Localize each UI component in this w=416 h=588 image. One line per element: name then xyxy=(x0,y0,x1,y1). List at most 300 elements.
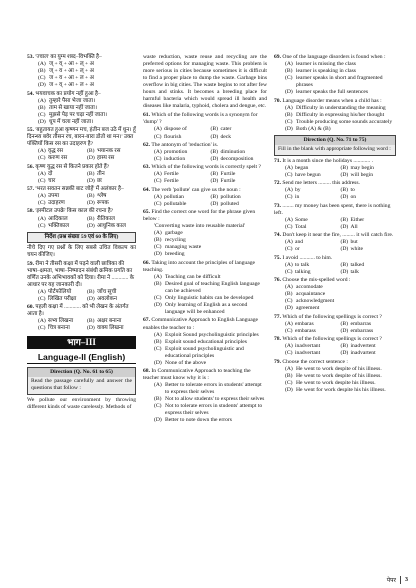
option-text: pollutable xyxy=(164,200,187,207)
option-text: recycling xyxy=(165,237,186,244)
answer-option[interactable] xyxy=(154,178,211,185)
option-letter: (B) xyxy=(285,291,293,298)
option-text: सभ्य लिखना xyxy=(48,318,74,325)
question-text: Which of the following words is correctly spelt ? xyxy=(151,164,261,171)
answer-option[interactable] xyxy=(38,155,87,162)
answer-options-grid xyxy=(274,239,396,253)
answer-option[interactable] xyxy=(341,224,397,231)
answer-option[interactable] xyxy=(285,165,341,172)
answer-option[interactable] xyxy=(87,171,136,178)
option-text: तीन xyxy=(97,170,105,177)
answer-options-grid xyxy=(274,343,396,357)
option-letter: (B) xyxy=(87,170,95,177)
answer-option[interactable] xyxy=(38,223,87,230)
option-letter: (D) xyxy=(154,251,162,258)
option-letter: (D) xyxy=(285,386,293,393)
answer-option[interactable] xyxy=(285,172,341,179)
answer-option[interactable] xyxy=(143,339,267,346)
question-70 xyxy=(274,98,396,133)
answer-options-grid xyxy=(27,193,136,207)
option-letter: (D) xyxy=(87,155,95,162)
answer-option[interactable] xyxy=(285,194,341,201)
answer-options-grid xyxy=(274,321,396,335)
option-text: and xyxy=(295,239,304,246)
answer-option[interactable] xyxy=(38,289,87,296)
option-letter: (A) xyxy=(285,216,293,223)
answer-option[interactable] xyxy=(154,156,211,163)
answer-option[interactable] xyxy=(341,321,397,328)
option-text: Not to allow students' to express their selves xyxy=(165,396,265,403)
answer-option[interactable] xyxy=(274,112,396,119)
option-letter: (C) xyxy=(285,350,293,357)
question-text: भयवाचक का प्रयोग नहीं हुआ है– xyxy=(35,90,101,97)
answer-option[interactable] xyxy=(143,274,267,281)
option-letter: (A) xyxy=(285,164,293,171)
option-text: cater xyxy=(220,126,232,133)
answer-option[interactable] xyxy=(38,325,87,332)
question-text: Taking into account the principles of language teaching. xyxy=(143,259,255,273)
question-text: The antonym of 'reduction' is. xyxy=(151,141,219,148)
option-letter: (D) xyxy=(210,133,219,140)
answer-option[interactable] xyxy=(154,134,211,141)
option-text: Only learning of English as a second language will be enhanced xyxy=(165,302,248,316)
question-66 xyxy=(143,260,267,316)
option-text: श्लेष xyxy=(97,193,107,200)
option-letter: (C) xyxy=(38,325,46,332)
answer-option[interactable] xyxy=(285,350,341,357)
answer-options-grid xyxy=(27,216,136,230)
answer-option[interactable] xyxy=(274,380,396,387)
option-letter: (A) xyxy=(154,193,162,200)
answer-options-grid xyxy=(143,126,267,140)
answer-option[interactable] xyxy=(154,126,211,133)
question-74 xyxy=(274,232,396,253)
answer-option[interactable] xyxy=(341,165,397,172)
option-letter: (A) xyxy=(285,239,293,246)
answer-option[interactable] xyxy=(87,216,136,223)
option-letter: (C) xyxy=(38,75,46,82)
answer-option[interactable] xyxy=(274,75,396,89)
option-text: polluted xyxy=(220,200,239,207)
question-text: Choose the mis-spelled word : xyxy=(282,277,351,284)
option-text: वाक्य लिखना xyxy=(97,325,124,332)
question-number: 54. xyxy=(27,90,34,97)
option-text: छः xyxy=(97,177,103,184)
option-text: embarass xyxy=(295,327,316,334)
question-text: Which of the following words is a synonym for 'dump' ? xyxy=(143,112,258,126)
option-letter: (A) xyxy=(38,61,46,68)
question-text: ........ my money has been spent, there is nothing left. xyxy=(274,202,391,216)
option-text: acknowledgment xyxy=(296,298,335,305)
option-text: ज + व + आ + ल + अ xyxy=(49,75,94,82)
option-text: on xyxy=(350,194,357,201)
option-text: Trouble producing some sounds accurately xyxy=(296,118,393,125)
option-text: garbage xyxy=(165,230,183,237)
answer-option[interactable] xyxy=(38,171,87,178)
option-text: breeding xyxy=(165,251,185,258)
option-letter: (C) xyxy=(154,155,162,162)
answer-option[interactable] xyxy=(274,373,396,380)
option-letter: (B) xyxy=(154,396,162,403)
option-text: उपमा xyxy=(48,193,60,200)
option-text: आधुनिक काल xyxy=(97,222,126,229)
option-letter: (C) xyxy=(154,178,162,185)
option-letter: (A) xyxy=(154,273,162,280)
option-text: धूप में चला नहीं जाता। xyxy=(49,118,94,125)
answer-option[interactable] xyxy=(154,201,211,208)
option-text: दो xyxy=(48,170,53,177)
option-letter: (B) xyxy=(340,164,348,171)
answer-option[interactable] xyxy=(211,194,268,201)
option-letter: (C) xyxy=(38,200,46,207)
option-letter: (A) xyxy=(154,382,162,389)
question-stem xyxy=(274,98,396,105)
question-text: 'ज्वाल' का युग्म शब्द–विभक्ति है– xyxy=(35,54,102,60)
question-text: Send me letters ......... this address. xyxy=(282,180,360,187)
option-letter: (C) xyxy=(285,268,293,275)
answer-option[interactable] xyxy=(143,403,267,417)
answer-option[interactable] xyxy=(87,325,136,332)
question-text: Don't keep it near the fire, ......... it will catch fire. xyxy=(282,232,394,239)
option-text: रूपक xyxy=(97,200,109,207)
option-letter: (C) xyxy=(154,200,162,207)
option-text: talk xyxy=(350,268,359,275)
option-text: उदाहरण xyxy=(48,200,65,207)
question-text: Which of the following spellings is correct ? xyxy=(282,336,382,343)
column-right xyxy=(274,54,396,395)
option-letter: (B) xyxy=(38,68,46,75)
option-text: None of the above xyxy=(165,359,207,366)
option-letter: (A) xyxy=(154,126,162,133)
answer-option[interactable] xyxy=(38,178,87,185)
option-letter: (D) xyxy=(38,118,46,125)
answer-option[interactable] xyxy=(27,119,136,126)
answer-option[interactable] xyxy=(143,302,267,316)
option-text: Better to tolerate errors in students' attempt to express their selves xyxy=(165,382,262,396)
question-text: Find the correct one word for the phrase given below : xyxy=(143,209,256,223)
option-text: diminution xyxy=(220,148,246,155)
answer-option[interactable] xyxy=(87,296,136,303)
question-text: कृष्ण युद्ध रस से कितने प्रकार होते हैं? xyxy=(35,163,110,170)
question-stem xyxy=(274,158,396,165)
option-letter: (B) xyxy=(285,68,293,75)
option-letter: (B) xyxy=(210,126,218,133)
option-text: ज् + व + आ + ल् + अ xyxy=(49,68,94,75)
question-number: 79. xyxy=(274,358,281,365)
question-56 xyxy=(27,164,136,185)
answer-option[interactable] xyxy=(274,126,396,133)
option-text: चार xyxy=(48,177,56,184)
answer-option[interactable] xyxy=(341,217,397,224)
option-letter: (D) xyxy=(210,178,219,185)
option-text: Teaching can be difficult xyxy=(165,273,221,280)
answer-option[interactable] xyxy=(274,284,396,291)
answer-options-grid xyxy=(143,149,267,163)
answer-option[interactable] xyxy=(211,178,268,185)
question-stem xyxy=(143,187,267,194)
answer-option[interactable] xyxy=(27,105,136,112)
option-letter: (A) xyxy=(154,230,162,237)
answer-option[interactable] xyxy=(143,237,267,244)
option-letter: (D) xyxy=(87,177,95,184)
answer-option[interactable] xyxy=(143,346,267,360)
answer-option[interactable] xyxy=(87,289,136,296)
answer-option[interactable] xyxy=(341,328,397,335)
answer-option[interactable] xyxy=(274,89,396,96)
answer-option[interactable] xyxy=(341,269,397,276)
answer-option[interactable] xyxy=(211,134,268,141)
answer-option[interactable] xyxy=(285,343,341,350)
option-letter: (B) xyxy=(340,216,348,223)
answer-option[interactable] xyxy=(285,239,341,246)
answer-option[interactable] xyxy=(285,246,341,253)
question-67 xyxy=(143,317,267,366)
option-text: भक्तिकाल xyxy=(48,222,70,229)
option-text: embarrass xyxy=(350,327,374,334)
question-stem xyxy=(27,304,136,318)
answer-option[interactable] xyxy=(285,269,341,276)
option-letter: (B) xyxy=(340,343,348,350)
answer-option[interactable] xyxy=(143,332,267,339)
answer-option[interactable] xyxy=(274,305,396,312)
question-64 xyxy=(143,187,267,208)
option-letter: (B) xyxy=(210,148,218,155)
option-letter: (C) xyxy=(38,177,46,184)
passage-start: We pollute our environment by throwing different kinds of waste carelessly. Methods of xyxy=(27,396,136,410)
answer-option[interactable] xyxy=(274,119,396,126)
option-text: He went to work despite of his illness. xyxy=(296,365,382,372)
answer-option[interactable] xyxy=(341,187,397,194)
answer-option[interactable] xyxy=(143,382,267,396)
answer-option[interactable] xyxy=(38,200,87,207)
option-letter: (D) xyxy=(87,325,95,332)
question-stem xyxy=(143,112,267,126)
option-letter: (C) xyxy=(154,403,162,410)
answer-option[interactable] xyxy=(27,112,136,119)
answer-option[interactable] xyxy=(87,223,136,230)
answer-options-grid xyxy=(143,171,267,185)
answer-option[interactable] xyxy=(341,239,397,246)
answer-option[interactable] xyxy=(143,417,267,424)
option-letter: (C) xyxy=(285,75,293,82)
question-number: 74. xyxy=(274,232,281,239)
question-number: 56. xyxy=(27,163,34,170)
option-text: agreement xyxy=(296,305,320,312)
question-57 xyxy=(27,186,136,207)
question-text: 'बहुतायत हुआ कृष्णन मच, हंतीन बज उठे में धुन। हूँ दिनन्ध्य बवेर तौसन रच, बारन-बारा डोतो था मन।' उक्त पंक्तियों किस रस का उदाहरण है? xyxy=(27,127,136,148)
option-text: pollutian xyxy=(164,193,184,200)
option-letter: (D) xyxy=(154,359,162,366)
answer-option[interactable] xyxy=(211,171,268,178)
option-letter: (B) xyxy=(38,104,46,111)
option-letter: (C) xyxy=(154,133,162,140)
answer-option[interactable] xyxy=(27,98,136,105)
answer-option[interactable] xyxy=(341,194,397,201)
option-letter: (D) xyxy=(340,172,349,178)
option-text: decomposition xyxy=(220,155,254,162)
question-text: It is a month since the holidays ............ . xyxy=(282,157,373,164)
answer-option[interactable] xyxy=(143,360,267,367)
option-text: will begin xyxy=(350,172,374,178)
answer-option[interactable] xyxy=(285,224,341,231)
option-letter: (D) xyxy=(154,417,162,424)
answer-option[interactable] xyxy=(87,200,136,207)
question-79 xyxy=(274,359,396,394)
option-letter: (C) xyxy=(285,379,293,386)
option-letter: (A) xyxy=(154,171,162,178)
question-stem xyxy=(274,203,396,217)
option-letter: (B) xyxy=(210,193,218,200)
answer-option[interactable] xyxy=(211,126,268,133)
option-text: but xyxy=(350,239,358,246)
answer-option[interactable] xyxy=(285,262,341,269)
answer-option[interactable] xyxy=(211,149,268,156)
answer-option[interactable] xyxy=(38,193,87,200)
option-letter: (B) xyxy=(154,237,162,244)
answer-option[interactable] xyxy=(341,172,397,179)
option-text: or xyxy=(295,246,300,253)
answer-option[interactable] xyxy=(143,230,267,237)
question-number: 67. xyxy=(143,317,150,324)
answer-option[interactable] xyxy=(285,321,341,328)
answer-option[interactable] xyxy=(143,396,267,403)
direction-box-71-75 xyxy=(274,135,396,156)
option-letter: (C) xyxy=(38,155,46,162)
question-number: 63. xyxy=(143,164,150,171)
answer-option[interactable] xyxy=(341,262,397,269)
answer-option[interactable] xyxy=(154,194,211,201)
option-letter: (C) xyxy=(154,345,162,352)
option-letter: (B) xyxy=(87,318,95,325)
question-number: 65. xyxy=(143,209,150,216)
answer-option[interactable] xyxy=(274,291,396,298)
column-middle xyxy=(143,54,267,426)
option-text: Exploit Sound psycholinguistic principles xyxy=(165,331,259,338)
direction-heading-59-60: निर्देश (प्रश्न संख्या 59 एवं 60 के लिए) xyxy=(27,232,136,243)
answer-option[interactable] xyxy=(341,246,397,253)
answer-option[interactable] xyxy=(285,217,341,224)
footer-divider xyxy=(400,576,401,584)
option-letter: (A) xyxy=(285,320,293,327)
answer-option[interactable] xyxy=(341,350,397,357)
option-text: flourish xyxy=(164,133,182,140)
option-letter: (D) xyxy=(285,125,293,132)
option-letter: (B) xyxy=(340,239,348,246)
option-letter: (A) xyxy=(154,331,162,338)
option-letter: (B) xyxy=(87,288,95,295)
answer-option[interactable] xyxy=(38,296,87,303)
option-text: ताम से खाया नहीं जाता। xyxy=(49,104,97,111)
answer-option[interactable] xyxy=(38,148,87,155)
option-letter: (D) xyxy=(154,302,162,309)
question-number: 66. xyxy=(143,259,150,266)
option-letter: (A) xyxy=(38,97,46,104)
option-letter: (D) xyxy=(340,327,349,334)
answer-option[interactable] xyxy=(274,387,396,394)
language-section-title: Language-II (English) xyxy=(27,352,136,364)
answer-option[interactable] xyxy=(274,105,396,112)
option-letter: (D) xyxy=(285,305,293,312)
option-text: भयानक रस xyxy=(97,148,121,155)
passage-continued: waste reduction, waste reuse and recycling are the preferred options for managing waste. This problem is more serious in cities because sometimes it is difficult to find a proper place to dump the waste. Garbage bins overflow in big cities. The waste begins to rot after few hours and stinks. It becomes a breeding place for harmful bacteria which would spread ill health and diseases like malaria, typhoid, cholera and dengue, etc. xyxy=(143,54,268,110)
question-55 xyxy=(27,127,136,162)
question-stem xyxy=(143,368,267,382)
question-text: I avoid ........... to him. xyxy=(282,254,333,261)
question-text: One of the language disorders is found when : xyxy=(282,54,386,60)
answer-option[interactable] xyxy=(211,156,268,163)
option-letter: (A) xyxy=(38,318,46,325)
question-stem xyxy=(274,54,396,61)
option-text: acquaintance xyxy=(296,291,326,298)
option-text: in xyxy=(295,194,300,201)
question-stem xyxy=(274,359,396,366)
answer-option[interactable] xyxy=(211,201,268,208)
option-letter: (B) xyxy=(285,111,293,118)
option-text: promotion xyxy=(164,148,188,155)
answer-option[interactable] xyxy=(274,366,396,373)
direction-heading: Direction (Q. No. 71 to 75) xyxy=(275,136,395,145)
question-text: 'इस्पीटल उपक्रे' किस काल की रचना है? xyxy=(35,208,114,215)
column-left xyxy=(27,54,136,413)
answer-option[interactable] xyxy=(341,343,397,350)
answer-option[interactable] xyxy=(154,171,211,178)
option-letter: (B) xyxy=(210,171,218,178)
option-text: Better to note down the errors xyxy=(165,417,232,424)
option-letter: (B) xyxy=(340,261,348,268)
answer-option[interactable] xyxy=(27,82,136,89)
option-letter: (A) xyxy=(285,284,293,291)
answer-option[interactable] xyxy=(87,178,136,185)
option-text: ज + व् + आ + ल + अ xyxy=(49,82,94,89)
option-text: embaras xyxy=(295,320,314,327)
option-text: Both (A) & (B) xyxy=(296,125,331,132)
option-text: inadvertant xyxy=(295,343,321,350)
question-stem xyxy=(143,260,267,274)
answer-option[interactable] xyxy=(143,281,267,295)
answer-option[interactable] xyxy=(154,149,211,156)
answer-option[interactable] xyxy=(38,216,87,223)
option-letter: (B) xyxy=(340,187,348,194)
question-number: 60. xyxy=(27,304,34,311)
answer-option[interactable] xyxy=(285,328,341,335)
option-text: अवलोकन xyxy=(97,295,118,302)
answer-option[interactable] xyxy=(87,155,136,162)
option-text: learner is speaking in class xyxy=(296,68,356,75)
question-phrase: 'Converting waste into reusable material' xyxy=(154,223,246,230)
option-text: inadvartent xyxy=(350,350,376,357)
answer-option[interactable] xyxy=(285,187,341,194)
answer-option[interactable] xyxy=(274,61,396,68)
question-stem xyxy=(143,142,267,149)
option-text: accomodate xyxy=(296,284,323,291)
option-text: managing waste xyxy=(165,244,202,251)
option-text: Exploit sound psycholinguistic and educational principles xyxy=(165,345,244,359)
question-stem xyxy=(143,317,267,331)
option-text: Difficulty in expressing his/her thought xyxy=(296,111,385,118)
page-number: 3 xyxy=(405,577,408,583)
answer-options-grid xyxy=(27,289,136,303)
option-text: हास्य रस xyxy=(97,155,115,162)
question-stem xyxy=(274,255,396,262)
option-letter: (A) xyxy=(38,148,46,155)
answer-option[interactable] xyxy=(143,251,267,258)
answer-options-grid xyxy=(274,165,396,179)
question-text: Communicative Approach to English Language enables the teacher to : xyxy=(143,317,258,331)
option-text: induction xyxy=(164,155,186,162)
question-59 xyxy=(27,261,136,303)
question-60 xyxy=(27,304,136,332)
option-text: Desired goal of teaching English language can be achieved xyxy=(165,280,260,294)
